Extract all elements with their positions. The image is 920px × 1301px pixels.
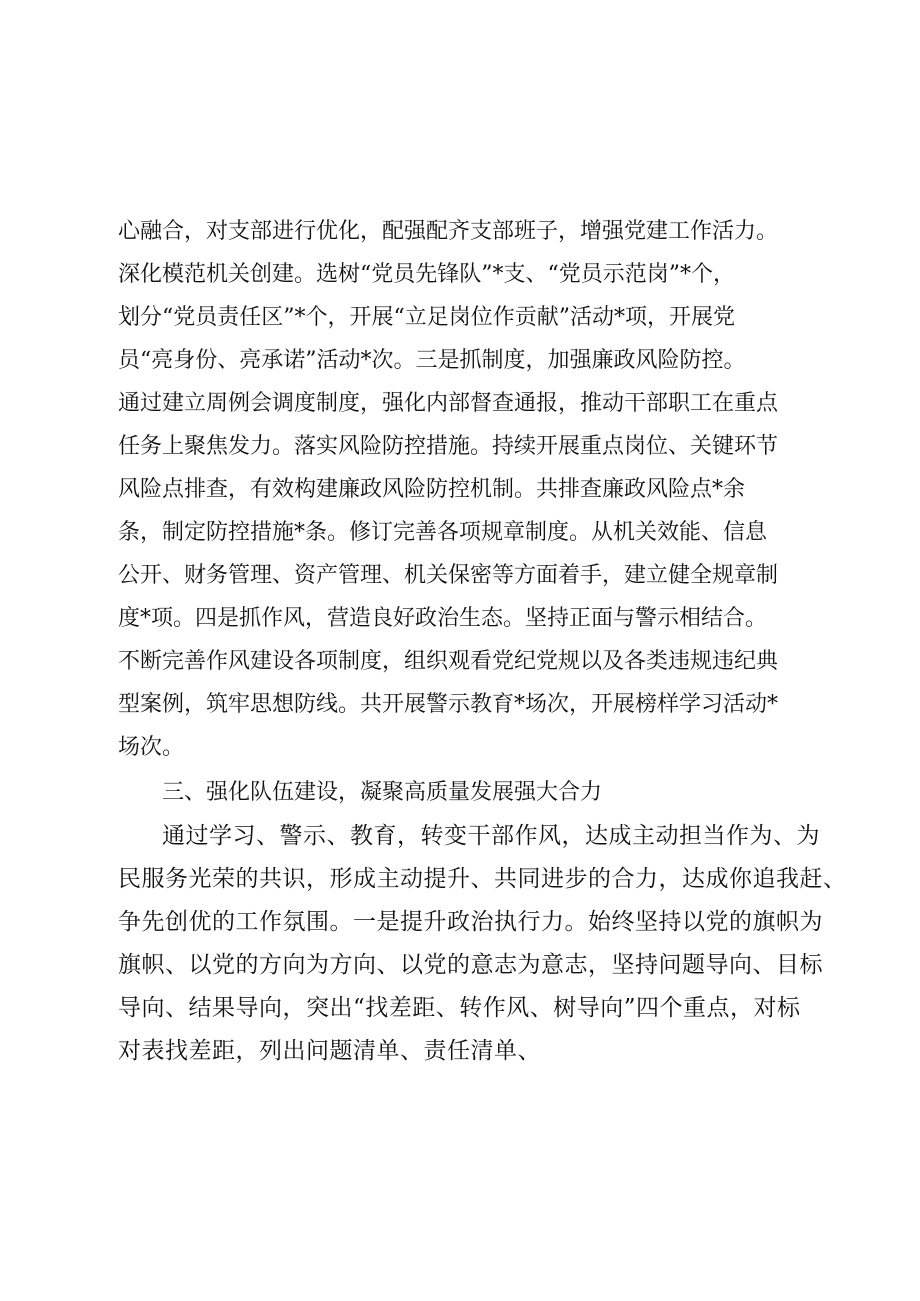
text-line: 深化模范机关创建。选树“党员先锋队”*支、“党员示范岗”*个， [118, 262, 735, 287]
text-line: 心融合，对支部进行优化，配强配齐支部班子，增强党建工作活力。 [118, 219, 779, 244]
text-line: 型案例，筑牢思想防线。共开展警示教育*场次，开展榜样学习活动* [118, 692, 779, 717]
text-line: 民服务光荣的共识，形成主动提升、共同进步的合力，达成你追我赶、 [118, 866, 847, 892]
text-line: 度*项。四是抓作风，营造良好政治生态。坚持正面与警示相结合。 [118, 606, 768, 631]
text-line: 划分“党员责任区”*个，开展“立足岗位作贡献”活动*项，开展党 [118, 305, 735, 330]
text-line: 通过学习、警示、教育，转变干部作风，达成主动担当作为、为 [162, 823, 820, 849]
text-line: 不断完善作风建设各项制度，组织观看党纪党规以及各类违规违纪典 [118, 649, 779, 674]
text-line: 通过建立周例会调度制度，强化内部督查通报，推动干部职工在重点 [118, 391, 779, 416]
text-line: 条，制定防控措施*条。修订完善各项规章制度。从机关效能、信息 [118, 520, 768, 545]
text-line: 导向、结果导向，突出“找差距、转作风、树导向”四个重点，对标 [118, 995, 801, 1021]
text-line: 风险点排查，有效构建廉政风险防控机制。共排查廉政风险点*余 [118, 477, 746, 502]
section-heading: 三、强化队伍建设，凝聚高质量发展强大合力 [162, 780, 603, 805]
text-line: 任务上聚焦发力。落实风险防控措施。持续开展重点岗位、关键环节 [118, 434, 779, 459]
text-line: 公开、财务管理、资产管理、机关保密等方面着手，建立健全规章制 [118, 563, 779, 588]
text-line: 对表找差距，列出问题清单、责任清单、 [118, 1038, 541, 1064]
text-line: 旗帜、以党的方向为方向、以党的意志为意志，坚持问题导向、目标 [118, 952, 823, 978]
text-line: 场次。 [118, 735, 185, 760]
text-line: 员“亮身份、亮承诺”活动*次。三是抓制度，加强廉政风险防控。 [118, 348, 746, 373]
text-line: 争先创优的工作氛围。一是提升政治执行力。始终坚持以党的旗帜为 [118, 909, 823, 935]
